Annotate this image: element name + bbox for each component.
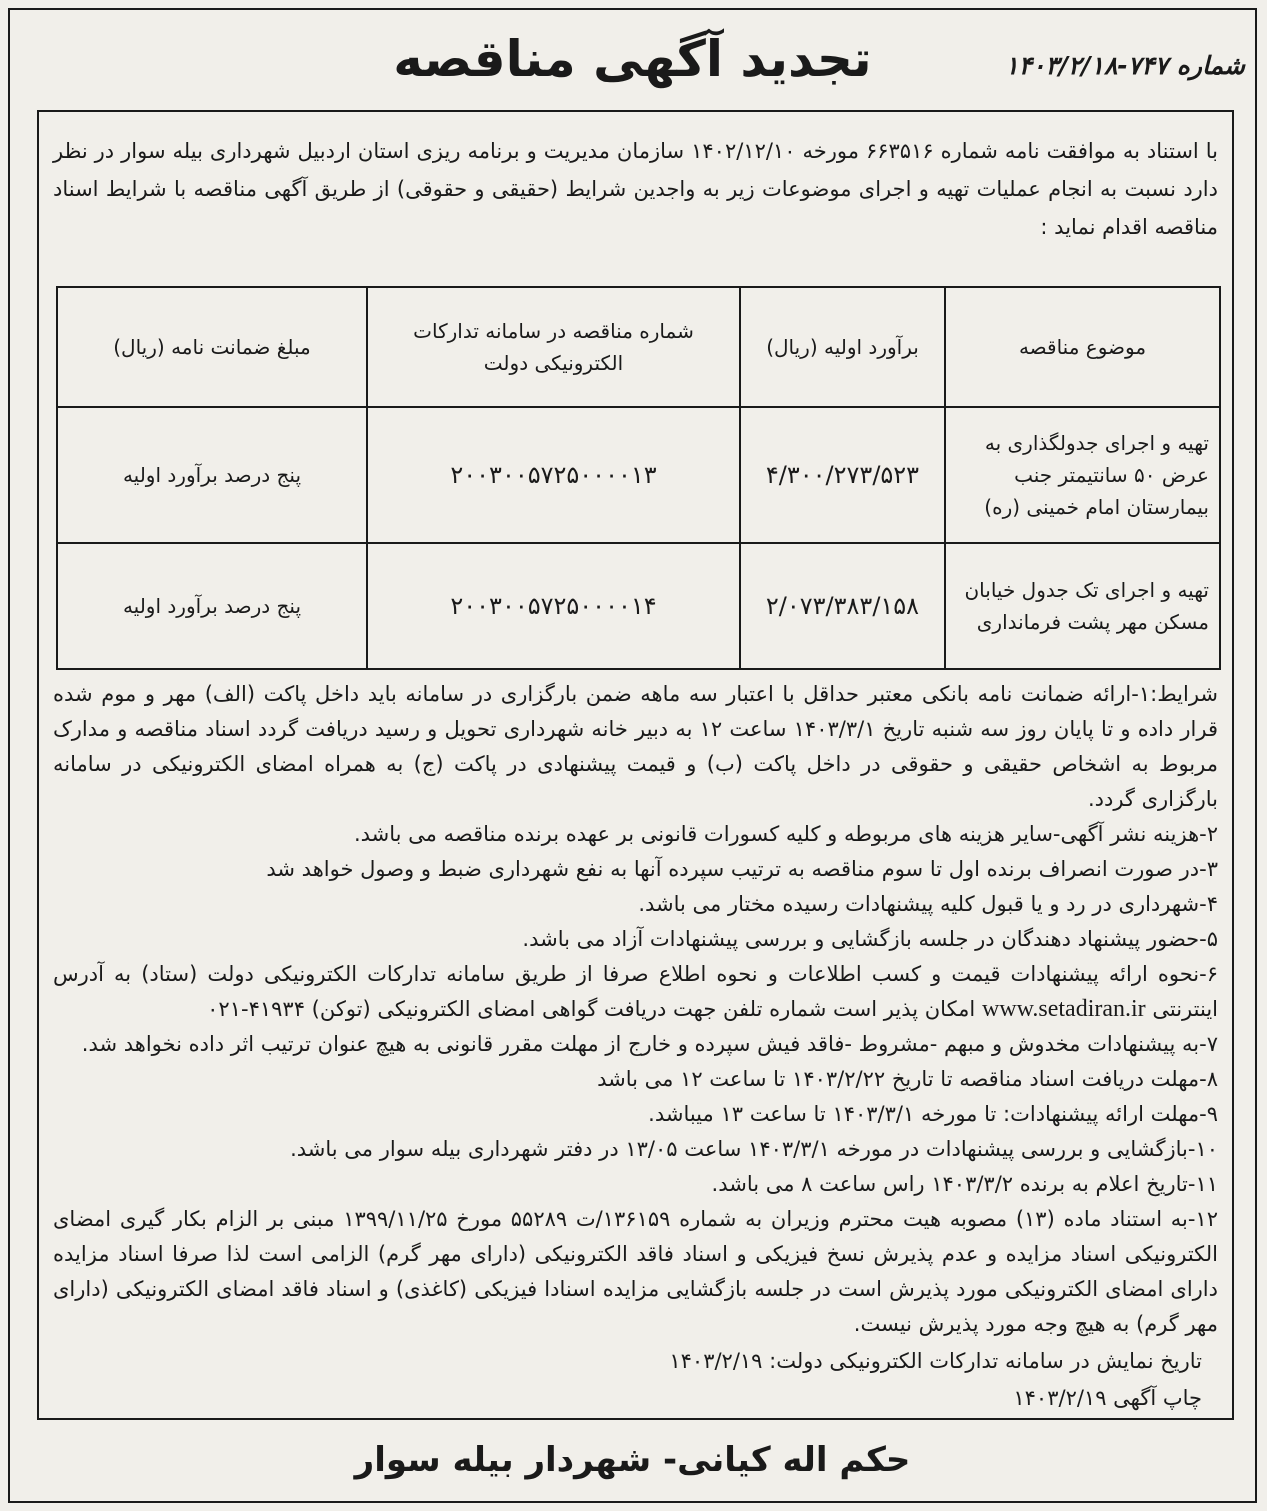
row-subject: تهیه و اجرای تک جدول خیابان مسکن مهر پشت فرمانداری bbox=[945, 543, 1220, 669]
condition-10: ۱۰-بازگشایی و بررسی پیشنهادات در مورخه ۱۴۰۳/۳/۱ ساعت ۱۳/۰۵ در دفتر شهرداری بیله سوار می باشد. bbox=[290, 1137, 1218, 1161]
row-estimate: ۴/۳۰۰/۲۷۳/۵۲۳ bbox=[740, 407, 945, 543]
condition-12: ۱۲-به استناد ماده (۱۳) مصوبه هیت محترم وزیران به شماره ۱۳۶۱۵۹/ت ۵۵۲۸۹ مورخ ۱۳۹۹/۱۱/۲۵ مبنی بر الزام بکار گیری امضای الکترونیکی اسناد مزایده و عدم پذیرش نسخ فیزیکی و اسناد فاقد الکترونیکی (دارای مهر گرم) الزامی است لذا صرفا اسناد مزایده دارای امضای الکترونیکی مورد پذیرش است در جلسه بازگشایی مزایده اسنادا فیزیکی (کاغذی) و اسناد فاقد امضای الکترونیکی (دارای مهر گرم) به هیچ وجه مورد پذیرش نیست. bbox=[53, 1207, 1218, 1336]
table-row bbox=[57, 543, 1220, 669]
row-estimate: ۲/۰۷۳/۳۸۳/۱۵۸ bbox=[740, 543, 945, 669]
condition-9: ۹-مهلت ارائه پیشنهادات: تا مورخه ۱۴۰۳/۳/۱ تا ساعت ۱۳ میباشد. bbox=[648, 1102, 1218, 1126]
header-guarantee: مبلغ ضمانت نامه (ریال) bbox=[57, 287, 367, 407]
print-date: چاپ آگهی ۱۴۰۳/۲/۱۹ bbox=[1013, 1386, 1202, 1410]
condition-6-text: ۶-نحوه ارائه پیشنهادات قیمت و کسب اطلاعات و نحوه اطلاع صرفا از طریق سامانه تدارکات الکترونیکی دولت (ستاد) به آدرس اینترنتی bbox=[53, 962, 1218, 1021]
intro-paragraph: با استناد به موافقت نامه شماره ۶۶۳۵۱۶ مورخه ۱۴۰۲/۱۲/۱۰ سازمان مدیریت و برنامه ریزی استان اردبیل شهرداری بیله سوار در نظر دارد نسبت به انجام عملیات تهیه و اجرای موضوعات زیر به واجدین شرایط (حقیقی و حقوقی) از طریق آگهی مناقصه با شرایط اسناد مناقصه اقدام نماید : bbox=[53, 139, 1218, 239]
condition-1: شرایط:۱-ارائه ضمانت نامه بانکی معتبر حداقل با اعتبار سه ماهه ضمن بارگزاری در سامانه باید داخل پاکت (الف) مهر و موم شده قرار داده و تا پایان روز سه شنبه تاریخ ۱۴۰۳/۳/۱ ساعت ۱۲ به دبیر خانه شهرداری تحویل و رسید دریافت گردد اسناد مناقصه و مدارک مربوط به اشخاص حقیقی و حقوقی در داخل پاکت (ب) و قیمت پیشنهادی در پاکت (ج) به همراه امضای الکترونیکی در سامانه بارگزاری گردد. bbox=[53, 682, 1218, 811]
table-row bbox=[57, 407, 1220, 543]
website-link[interactable]: www.setadiran.ir bbox=[981, 996, 1146, 1022]
conditions-section bbox=[53, 677, 1218, 1416]
header-tender-number: شماره مناقصه در سامانه تدارکات الکترونیکی دولت bbox=[367, 287, 740, 407]
condition-5: ۵-حضور پیشنهاد دهندگان در جلسه بازگشایی و بررسی پیشنهادات آزاد می باشد. bbox=[522, 927, 1218, 951]
condition-11: ۱۱-تاریخ اعلام به برنده ۱۴۰۳/۳/۲ راس ساعت ۸ می باشد. bbox=[711, 1172, 1218, 1196]
condition-7: ۷-به پیشنهادات مخدوش و مبهم -مشروط -فاقد فیش سپرده و خارج از مهلت مقرر قانونی به هیچ عنوان ترتیب اثر داده نخواهد شد. bbox=[81, 1032, 1218, 1056]
condition-3: ۳-در صورت انصراف برنده اول تا سوم مناقصه به ترتیب سپرده آنها به نفع شهرداری ضبط و وصول خواهد شد bbox=[266, 857, 1218, 881]
condition-8: ۸-مهلت دریافت اسناد مناقصه تا تاریخ ۱۴۰۳/۲/۲۲ تا ساعت ۱۲ می باشد bbox=[597, 1067, 1218, 1091]
row-guarantee: پنج درصد برآورد اولیه bbox=[57, 543, 367, 669]
header-estimate: برآورد اولیه (ریال) bbox=[740, 287, 945, 407]
condition-2: ۲-هزینه نشر آگهی-سایر هزینه های مربوطه و کلیه کسورات قانونی بر عهده برنده مناقصه می باشد. bbox=[353, 822, 1218, 846]
display-date: تاریخ نمایش در سامانه تدارکات الکترونیکی دولت: ۱۴۰۳/۲/۱۹ bbox=[669, 1349, 1202, 1373]
table-header-row bbox=[57, 287, 1220, 407]
row-subject: تهیه و اجرای جدولگذاری به عرض ۵۰ سانتیمتر جنب بیمارستان امام خمینی (ره) bbox=[945, 407, 1220, 543]
notice-title: تجدید آگهی مناقصه bbox=[393, 30, 872, 88]
condition-4: ۴-شهرداری در رد و یا قبول کلیه پیشنهادات رسیده مختار می باشد. bbox=[638, 892, 1218, 916]
row-guarantee: پنج درصد برآورد اولیه bbox=[57, 407, 367, 543]
signature-line: حکم اله کیانی- شهردار بیله سوار bbox=[354, 1440, 911, 1480]
header-subject: موضوع مناقصه bbox=[945, 287, 1220, 407]
tender-table bbox=[56, 286, 1221, 670]
condition-6 bbox=[53, 957, 1218, 1027]
notice-header bbox=[10, 10, 1255, 110]
row-tender-number: ۲۰۰۳۰۰۵۷۲۵۰۰۰۰۱۴ bbox=[367, 543, 740, 669]
notice-body bbox=[37, 110, 1234, 1420]
condition-6-phone: امکان پذیر است شماره تلفن جهت دریافت گواهی امضای الکترونیکی (توکن) ۴۱۹۳۴-۰۲۱ bbox=[207, 997, 976, 1021]
row-tender-number: ۲۰۰۳۰۰۵۷۲۵۰۰۰۰۱۳ bbox=[367, 407, 740, 543]
notice-number: شماره ۷۴۷-۱۴۰۳/۲/۱۸ bbox=[1005, 51, 1245, 80]
notice-page bbox=[8, 8, 1257, 1503]
